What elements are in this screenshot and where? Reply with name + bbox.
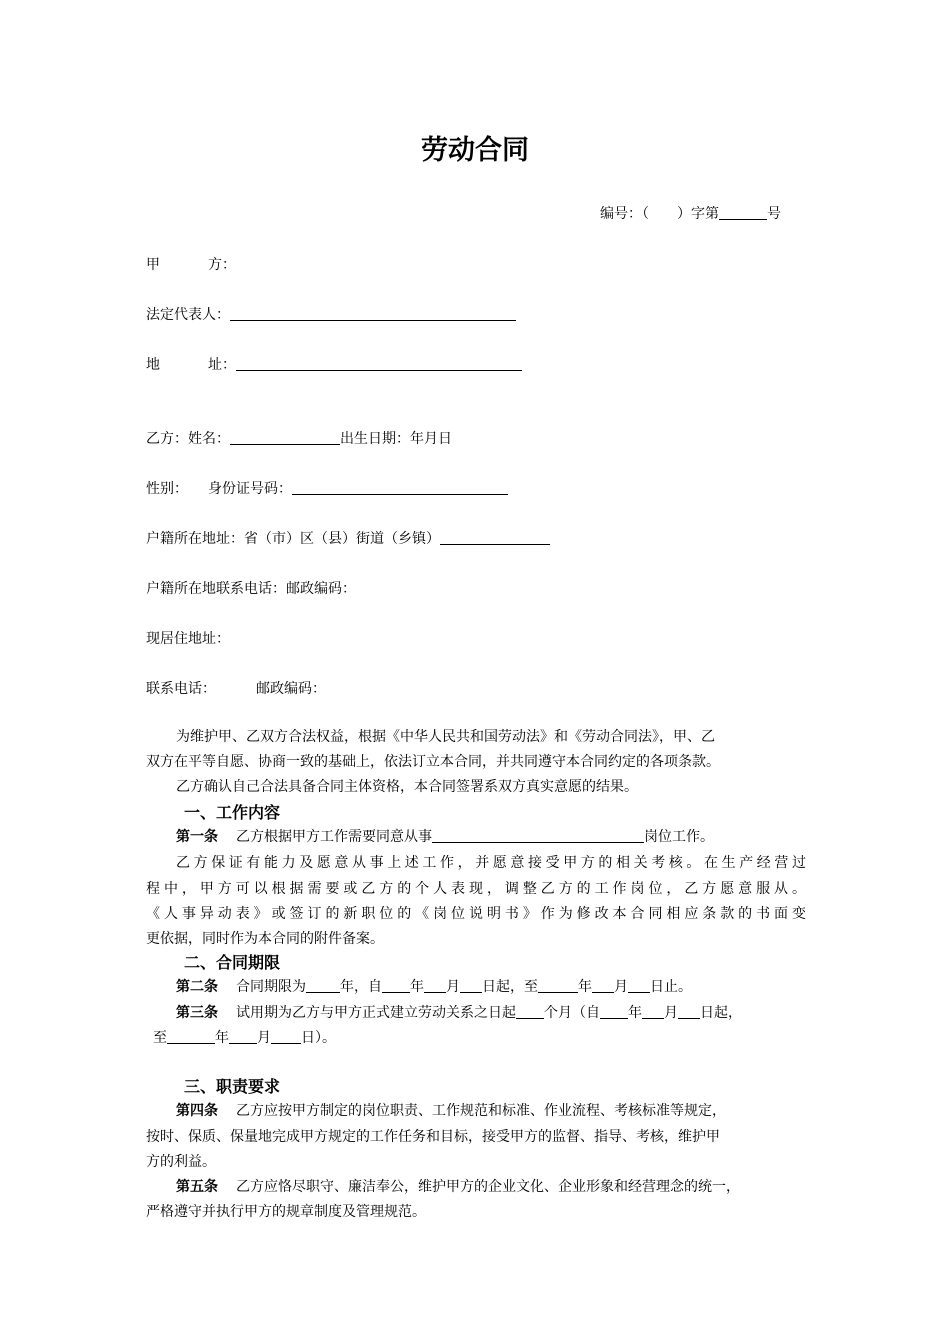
article-3-text: 月 xyxy=(257,1030,271,1046)
probation-end-year-blank[interactable] xyxy=(167,1028,215,1044)
party-b-name-blank[interactable] xyxy=(230,429,340,445)
article-2-text: 合同期限为 xyxy=(236,979,306,995)
article-3-text: 月 xyxy=(664,1005,678,1021)
section-1-para-line-4: 更依据，同时作为本合同的附件备案。 xyxy=(146,931,384,947)
article-1-text-a: 乙方根据甲方工作需要同意从事 xyxy=(236,829,432,845)
probation-end-day-blank[interactable] xyxy=(271,1028,301,1044)
article-5-label: 第五条 xyxy=(176,1179,218,1195)
gender-label: 性别： xyxy=(146,481,188,497)
section-2-heading: 二、合同期限 xyxy=(184,953,281,972)
article-1 xyxy=(176,826,714,846)
contract-number-line xyxy=(600,203,781,223)
probation-months-blank[interactable] xyxy=(516,1003,544,1019)
position-blank[interactable] xyxy=(432,827,644,843)
number-middle: ）字第 xyxy=(677,206,719,222)
party-b-name-line xyxy=(146,428,452,448)
probation-end-month-blank[interactable] xyxy=(229,1028,257,1044)
start-year-blank[interactable] xyxy=(382,977,410,993)
article-4-line-2: 按时、保质、保量地完成甲方规定的工作任务和目标，接受甲方的监督、指导、考核，维护甲 xyxy=(146,1129,720,1145)
article-3-text: 日起， xyxy=(700,1005,742,1021)
party-b-name-label: 乙方：姓名： xyxy=(146,431,230,447)
number-blank[interactable] xyxy=(719,204,767,220)
article-4-line-1 xyxy=(176,1100,726,1120)
article-1-label: 第一条 xyxy=(176,829,218,845)
probation-start-year-blank[interactable] xyxy=(600,1003,628,1019)
legal-rep-label: 法定代表人： xyxy=(146,307,230,323)
article-2-text: 日止。 xyxy=(650,979,692,995)
article-3-text: 日）。 xyxy=(301,1030,336,1046)
preamble-para-2: 乙方确认自己合法具备合同主体资格，本合同签署系双方真实意愿的结果。 xyxy=(176,779,638,795)
preamble-line-1: 为维护甲、乙双方合法权益，根据《中华人民共和国劳动法》和《劳动合同法》，甲、乙 xyxy=(176,729,715,745)
article-5-text-1: 乙方应恪尽职守、廉洁奉公，维护甲方的企业文化、企业形象和经营理念的统一， xyxy=(236,1179,740,1195)
party-a-address-line xyxy=(146,354,522,374)
start-day-blank[interactable] xyxy=(460,977,482,993)
number-suffix: 号 xyxy=(767,206,781,222)
article-3-label: 第三条 xyxy=(176,1005,218,1021)
legal-rep-line xyxy=(146,304,516,324)
article-2-text: 年 xyxy=(578,979,592,995)
phone-label: 联系电话： xyxy=(146,681,216,697)
number-prefix: 编号：（ xyxy=(600,206,649,222)
party-a-label-2: 方： xyxy=(208,257,236,273)
section-1-para-line-1: 乙方保证有能力及愿意从事上述工作，并愿意接受甲方的相关考核。在生产经营过 xyxy=(176,855,806,871)
article-3-text: 年 xyxy=(628,1005,642,1021)
article-2-text: 日起，至 xyxy=(482,979,538,995)
hukou-phone-label: 户籍所在地联系电话：邮政编码： xyxy=(146,581,356,597)
article-3-text: 至 xyxy=(153,1030,167,1046)
probation-start-month-blank[interactable] xyxy=(642,1003,664,1019)
article-4-label: 第四条 xyxy=(176,1103,218,1119)
article-4-text-1: 乙方应按甲方制定的岗位职责、工作规范和标准、作业流程、考核标准等规定， xyxy=(236,1103,726,1119)
article-4-line-3: 方的利益。 xyxy=(146,1154,216,1170)
birth-date-label: 出生日期：年月日 xyxy=(340,431,452,447)
hukou-address-line xyxy=(146,528,550,548)
postcode-label: 邮政编码： xyxy=(256,681,326,697)
article-2 xyxy=(176,976,692,996)
article-3-line-2 xyxy=(153,1027,336,1047)
article-5-line-1 xyxy=(176,1176,740,1196)
gender-id-line xyxy=(146,478,508,498)
current-address-label: 现居住地址： xyxy=(146,631,230,647)
article-2-text: 月 xyxy=(614,979,628,995)
preamble-line-2: 双方在平等自愿、协商一致的基础上，依法订立本合同，并共同遵守本合同约定的各项条款。 xyxy=(146,754,720,770)
end-month-blank[interactable] xyxy=(592,977,614,993)
article-3-text: 个月（自 xyxy=(544,1005,600,1021)
document-title: 劳动合同 xyxy=(421,135,529,166)
article-3-text: 试用期为乙方与甲方正式建立劳动关系之日起 xyxy=(236,1005,516,1021)
section-1-para-line-2: 程中，甲方可以根据需要或乙方的个人表现，调整乙方的工作岗位，乙方愿意服从。 xyxy=(146,881,806,897)
article-1-text-b: 岗位工作。 xyxy=(644,829,714,845)
article-2-label: 第二条 xyxy=(176,979,218,995)
article-3-text: 年 xyxy=(215,1030,229,1046)
id-number-label: 身份证号码： xyxy=(208,481,292,497)
article-3 xyxy=(176,1002,742,1022)
article-2-text: 年，自 xyxy=(340,979,382,995)
end-day-blank[interactable] xyxy=(628,977,650,993)
section-1-heading: 一、工作内容 xyxy=(184,803,281,822)
article-2-text: 月 xyxy=(446,979,460,995)
start-month-blank[interactable] xyxy=(424,977,446,993)
probation-start-day-blank[interactable] xyxy=(678,1003,700,1019)
address-blank[interactable] xyxy=(236,355,522,371)
contact-line xyxy=(146,678,326,698)
address-label-1: 地 xyxy=(146,357,160,373)
section-1-para-line-3: 《人事异动表》或签订的新职位的《岗位说明书》作为修改本合同相应条款的书面变 xyxy=(146,906,806,922)
hukou-address-blank[interactable] xyxy=(440,529,550,545)
address-label-2: 址： xyxy=(208,357,236,373)
party-a-label-1: 甲 xyxy=(146,257,160,273)
id-number-blank[interactable] xyxy=(292,479,508,495)
section-3-heading: 三、职责要求 xyxy=(184,1077,281,1096)
end-year-blank[interactable] xyxy=(538,977,578,993)
term-years-blank[interactable] xyxy=(306,977,340,993)
party-a-line xyxy=(146,254,236,274)
hukou-address-label: 户籍所在地址：省（市）区（县）街道（乡镇） xyxy=(146,531,440,547)
article-5-line-2: 严格遵守并执行甲方的规章制度及管理规范。 xyxy=(146,1204,426,1220)
legal-rep-blank[interactable] xyxy=(230,305,516,321)
article-2-text: 年 xyxy=(410,979,424,995)
